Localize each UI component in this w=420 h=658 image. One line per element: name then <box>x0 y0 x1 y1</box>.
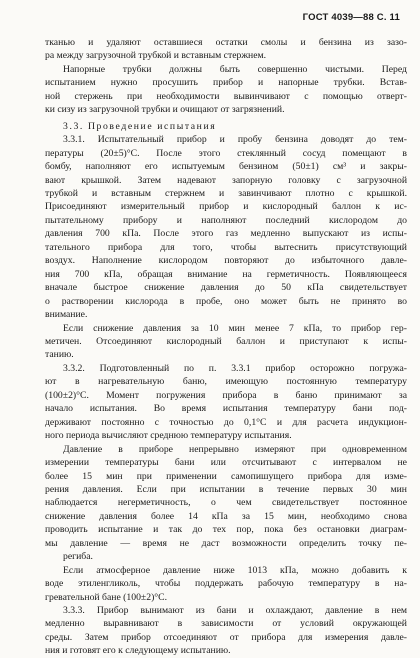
document-body <box>45 36 407 658</box>
text-line: Напорные трубки должны быть совершенно чистыми. Перед <box>63 63 407 75</box>
text-line: ют в нагревательную баню, имеющую постоянную температуру <box>45 376 407 388</box>
text-line: наблюдается негерметичность, о чем свидетельствует постоянное <box>45 497 407 509</box>
text-line: 3.3. Проведение испытания <box>63 120 217 132</box>
text-line: 3.3.2. Подготовленный по п. 3.3.1 прибор осторожно погружа- <box>63 362 407 374</box>
text-line: ной стержень при необходимости вывинчивают с помощью отверт- <box>45 90 407 102</box>
text-line: медленно выравнивают в зависимости от условий окружающей <box>45 618 407 630</box>
text-line: ки сизу из загрузочной трубки и очищают от загрязнений. <box>45 104 285 116</box>
text-line: 3.3.3. Прибор вынимают из бани и охлаждают, давление в нем <box>63 605 407 617</box>
text-line: (100±2)°С. Момент погружения прибора в баню принимают за <box>45 389 407 401</box>
text-line: рения давления. Если при испытании в течение первых 30 мин <box>45 483 407 495</box>
text-line: вначале быстрое снижение давления до 50 кПа свидетельствует <box>45 282 407 294</box>
text-line: давления 700 кПа. После этого газ медленно выпускают из испы- <box>45 228 407 240</box>
text-line: воздух. Наполнение кислородом повторяют до избыточного давле- <box>45 255 407 267</box>
text-line: ного периода вычисляют среднюю температуру испытания. <box>45 430 292 442</box>
text-line: проводить испытание и так до тех пор, пока без остановки диаграм- <box>45 524 407 536</box>
text-line: региба. <box>63 551 93 563</box>
text-line: тканью и удаляют оставшиеся остатки смолы и бензина из зазо- <box>45 37 407 48</box>
text-line: воде этиленгликоль, чтобы поддержать рабочую температуру в на- <box>45 578 407 590</box>
text-line: гревательной бане (100±2)°С. <box>45 591 168 603</box>
text-line: танию. <box>45 349 74 361</box>
text-line: 3.3.1. Испытательный прибор и пробу бензина доводят до тем- <box>63 134 407 146</box>
text-line: начало испытания. Во время испытания температуру бани под- <box>45 403 407 415</box>
text-line: испытанием нужно просушить прибор и напорные трубки. Встав- <box>45 77 407 89</box>
text-line: метичен. Отсоединяют кислородный баллон и приступают к испы- <box>45 335 407 347</box>
text-line: более 15 мин при применении самопишущего прибора для изме- <box>45 470 407 482</box>
text-line: ра между загрузочной трубкой и вставным стержнем. <box>45 50 267 62</box>
text-line: мы давление — время не даст возможности определить точку пе- <box>45 537 407 549</box>
text-line: пературы (20±5)°С. После этого стеклянный сосуд помещают в <box>45 147 407 159</box>
text-line: трубкой и вставным стержнем и завинчивают плотно с крышкой. <box>45 187 407 199</box>
text-line: пытательному прибору и наполняют последний кислородом до <box>45 214 407 226</box>
text-line: бомбу, наполняют его испытуемым бензином (50±1) см³ и закры- <box>45 161 407 173</box>
text-line: Давление в приборе непрерывно измеряют при одновременном <box>63 443 407 455</box>
text-line: о растворении кислорода в пробе, оно может быть не принято во <box>45 295 407 307</box>
page-header: ГОСТ 4039—88 С. 11 <box>302 12 400 23</box>
text-line: Присоединяют измерительный прибор и кислородный баллон к ис- <box>45 201 407 213</box>
text-line: держивают постоянно с точностью до 0,1°С и для расчета индукцион- <box>45 416 407 428</box>
text-line: вают крышкой. Затем надевают запорную головку с загрузочной <box>45 174 407 186</box>
text-line: внимание. <box>45 309 88 321</box>
text-line: Если снижение давления за 10 мин менее 7 кПа, то прибор гер- <box>63 322 407 334</box>
text-line: измерении температуры бани или отсчитывают с интервалом не <box>45 457 407 469</box>
text-line: снижение давления более 14 кПа за 15 мин, необходимо снова <box>45 510 407 522</box>
text-line: ния и готовят его к следующему испытанию. <box>45 645 231 657</box>
text-line: среды. Затем прибор отсоединяют от прибора для измерения давле- <box>45 631 407 643</box>
text-line: тательного прибора для того, чтобы вытеснить присутствующий <box>45 241 407 253</box>
text-line: ния 700 кПа, обращая внимание на герметичность. Появляющееся <box>45 268 407 280</box>
text-line: Если атмосферное давление ниже 1013 кПа, можно добавить к <box>63 564 407 576</box>
